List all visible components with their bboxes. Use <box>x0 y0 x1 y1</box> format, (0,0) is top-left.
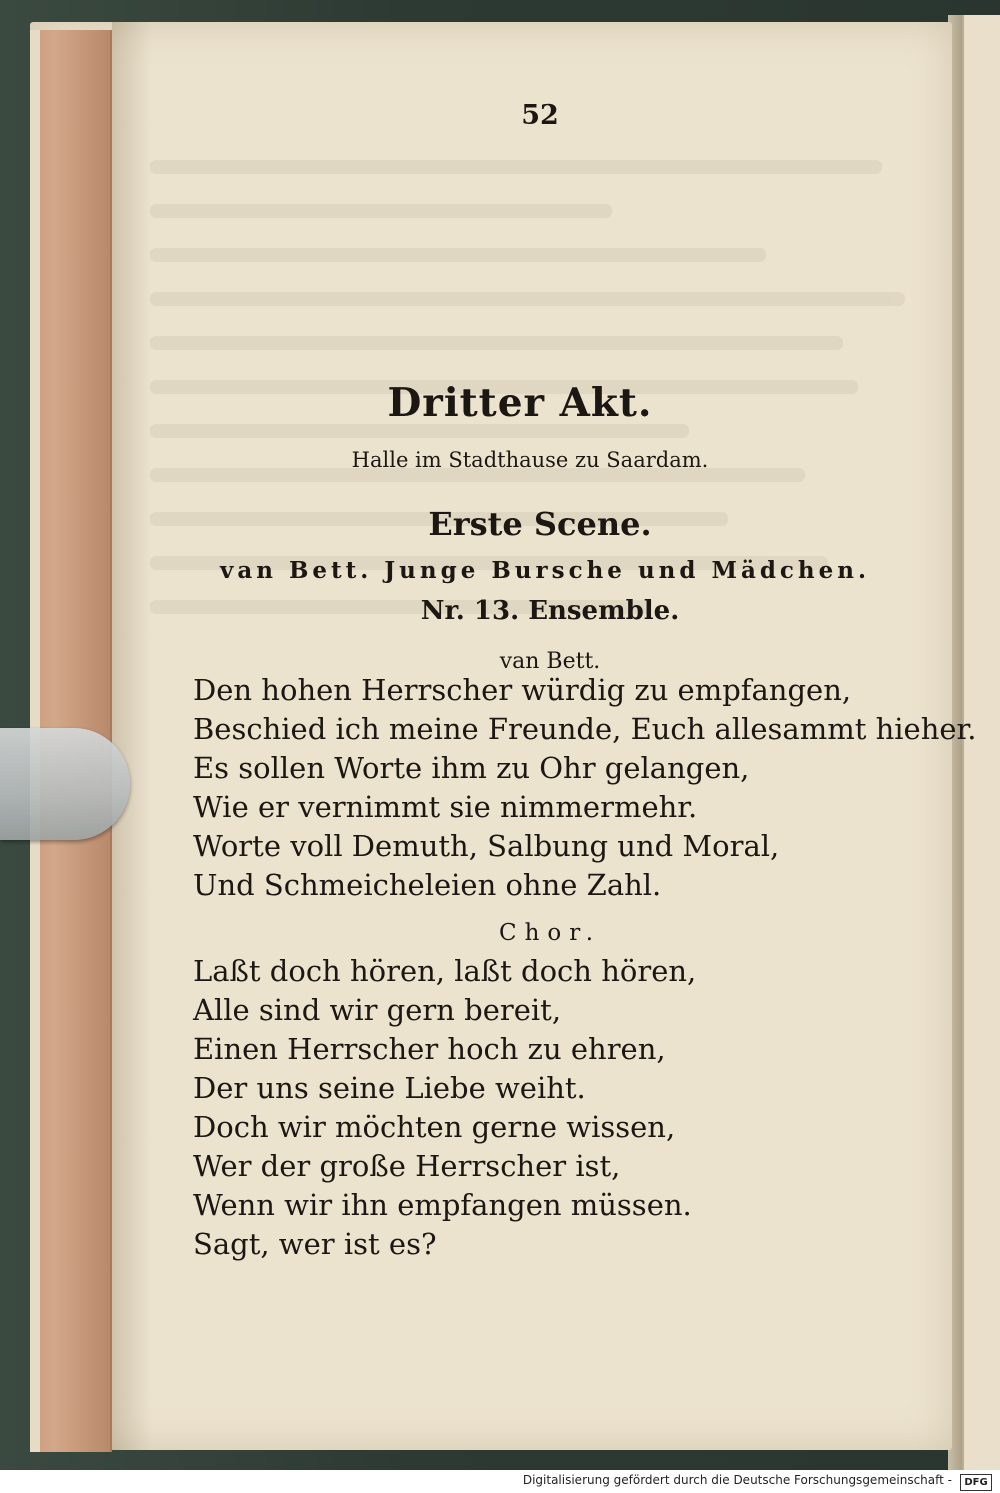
verse-line: Den hohen Herrscher würdig zu empfangen, <box>193 673 852 707</box>
page-number: 52 <box>521 100 559 131</box>
verse-line: Und Schmeicheleien ohne Zahl. <box>193 868 662 902</box>
dfg-logo: DFG <box>960 1474 992 1491</box>
verse-line: Sagt, wer ist es? <box>193 1227 437 1261</box>
verse-block-van-bett <box>193 671 976 905</box>
verse-line: Doch wir möchten gerne wissen, <box>193 1110 676 1144</box>
speaker-name: Chor. <box>498 920 602 946</box>
verse-line: Wie er vernimmt sie nimmermehr. <box>193 790 698 824</box>
verse-line: Es sollen Worte ihm zu Ohr gelangen, <box>193 751 750 785</box>
musical-number-title: Nr. 13. Ensemble. <box>420 596 680 626</box>
verse-line: Laßt doch hören, laßt doch hören, <box>193 954 697 988</box>
verse-line: Einen Herrscher hoch zu ehren, <box>193 1032 666 1066</box>
scene-cast: van Bett. Junge Bursche und Mädchen. <box>219 557 871 584</box>
verse-line: Der uns seine Liebe weiht. <box>193 1071 586 1105</box>
verse-line: Worte voll Demuth, Salbung und Moral, <box>193 829 780 863</box>
speaker-name: van Bett. <box>499 649 601 674</box>
verse-line: Wer der große Herrscher ist, <box>193 1149 621 1183</box>
act-title: Dritter Akt. <box>387 380 653 426</box>
scene-title: Erste Scene. <box>428 505 652 543</box>
verse-line: Wenn wir ihn empfangen müssen. <box>193 1188 692 1222</box>
verse-line: Alle sind wir gern bereit, <box>193 993 562 1027</box>
funding-credit: Digitalisierung gefördert durch die Deutsche Forschungsgemeinschaft - <box>522 1473 952 1487</box>
verse-block-chorus <box>193 952 696 1264</box>
verse-line: Beschied ich meine Freunde, Euch allesammt hieher. <box>193 712 977 746</box>
stage-location: Halle im Stadthause zu Saardam. <box>351 448 709 472</box>
